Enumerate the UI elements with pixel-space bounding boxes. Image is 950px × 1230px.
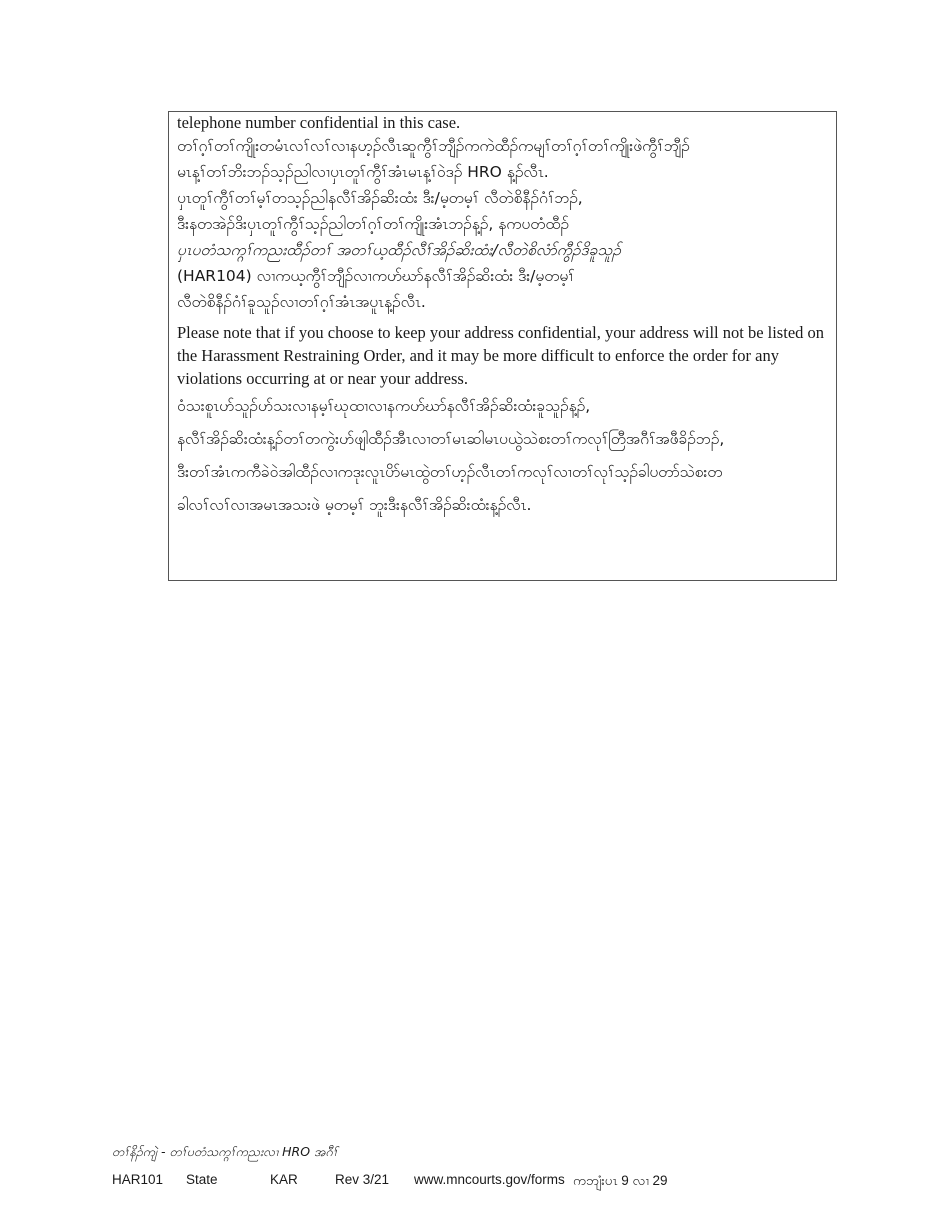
karen-text-line: လီတဲစိနီၣ်ဂံၢ်ခူသူၣ်လၢတၢ်ဂ့ၢ်အံၤအပူၤန့ၣ်လီၤ. — [177, 293, 426, 311]
karen-text-line: တၢ်ဂ့ၢ်တၢ်ကျိုးတမံၤလၢ်လၢ်လၢနဟ့ၣ်လီၤဆူကွီၢ်ဘျီၣ်ကကဲထီၣ်ကမျၢ်တၢ်ဂ့ၢ်တၢ်ကျိုးဖဲကွီၢ်ဘျီၣ် — [177, 137, 690, 155]
footer-state: State — [186, 1172, 218, 1187]
karen-text-line: ဒီးနတအဲၣ်ဒိးပှၤတူၢ်ကွီၢ်သ့ၣ်ညါတၢ်ဂ့ၢ်တၢ်ကျိုးအံၤဘၣ်န့ၣ်, နကပတံထီၣ် — [177, 215, 569, 233]
karen-text-line: မၤန့ၢ်တၢ်ဘိးဘၣ်သ့ၣ်ညါလၢပှၤတူၢ်ကွီၢ်အံၤမၤန့ၢ်ဝဲဒၣ် HRO န့ၣ်လီၤ. — [177, 163, 549, 181]
karen-text-line: ခါလၢ်လၢ်လၢအမၤအသးဖဲ မ့တမ့ၢ် ဘူးဒီးနလီၢ်အိၣ်ဆိးထံးန့ၣ်လီၤ. — [177, 496, 532, 514]
page-footer — [112, 1144, 812, 1192]
revision-date: Rev 3/21 — [335, 1172, 390, 1187]
karen-text-line: နလီၢ်အိၣ်ဆိးထံးန့ၣ်တၢ်တကွဲးဟ်ဖျါထီၣ်အီၤလၢတၢ်မၤဆါမၤပယွဲသဲစးတၢ်ကလုၢ်တြီအဂီၢ်အဖီခိၣ်ဘၣ်, — [177, 430, 725, 448]
footer-title: တၢ်နိၣ်ကျဲ - တၢ်ပတံသက္ဂၢ်ကညးလၢ HRO အဂီၢ် — [112, 1144, 338, 1159]
form-number: HAR101 — [112, 1172, 164, 1187]
footer-meta-row — [112, 1172, 812, 1192]
instructions-box — [168, 111, 837, 581]
english-line: telephone number confidential in this case. — [177, 113, 461, 132]
english-note-paragraph: Please note that if you choose to keep your address confidential, your address will not be listed on the Harassment Restraining Order, and it may be more difficult to enforce the order for any violations occurring at or near your address. — [177, 323, 825, 388]
forms-url[interactable]: www.mncourts.gov/forms — [414, 1172, 565, 1187]
karen-form-title: ပှၤပတံသက္ဂၢ်ကညးထီၣ်တၢ် အတၢ်ယ့ထီၣ်လီၢ်အိၣ်ဆိးထံး/လီတဲစိလံာ်ကွီၣ်ဒိခူသူၣ် — [177, 241, 621, 259]
karen-text-line: ဝံသးစူၤဟ်သူၣ်ဟ်သးလၢနမ့ၢ်ဃုထၢလၢနကဟ်ဃာ်နလီၢ်အိၣ်ဆိးထံးခူသူၣ်န့ၣ်, — [177, 397, 591, 415]
footer-language: KAR — [270, 1172, 298, 1187]
page-number: ကဘျံးပၤ 9 လၢ 29 — [573, 1173, 668, 1188]
karen-text-line: ဒီးတၢ်အံၤကကီခဲဝဲအါထီၣ်လၢကဒုးလူၤပိာ်မၤထွဲတၢ်ဟ့ၣ်လီၤတၢ်ကလုၢ်လၢတၢ်လုၢ်သ့ၣ်ခါပတာ်သဲစးတ — [177, 463, 723, 481]
karen-text-line: ပှၤတူၢ်ကွီၢ်တၢ်မ့ၢ်တသ့ၣ်ညါနလီၢ်အိၣ်ဆိးထံး ဒီး/မ့တမ့ၢ် လီတဲစိနီၣ်ဂံၢ်ဘၣ်, — [177, 189, 583, 207]
karen-text-line: (HAR104) လၢကယ့ကွီၢ်ဘျီၣ်လၢကဟ်ဃာ်နလီၢ်အိၣ်ဆိးထံး ဒီး/မ့တမ့ၢ် — [177, 267, 575, 285]
